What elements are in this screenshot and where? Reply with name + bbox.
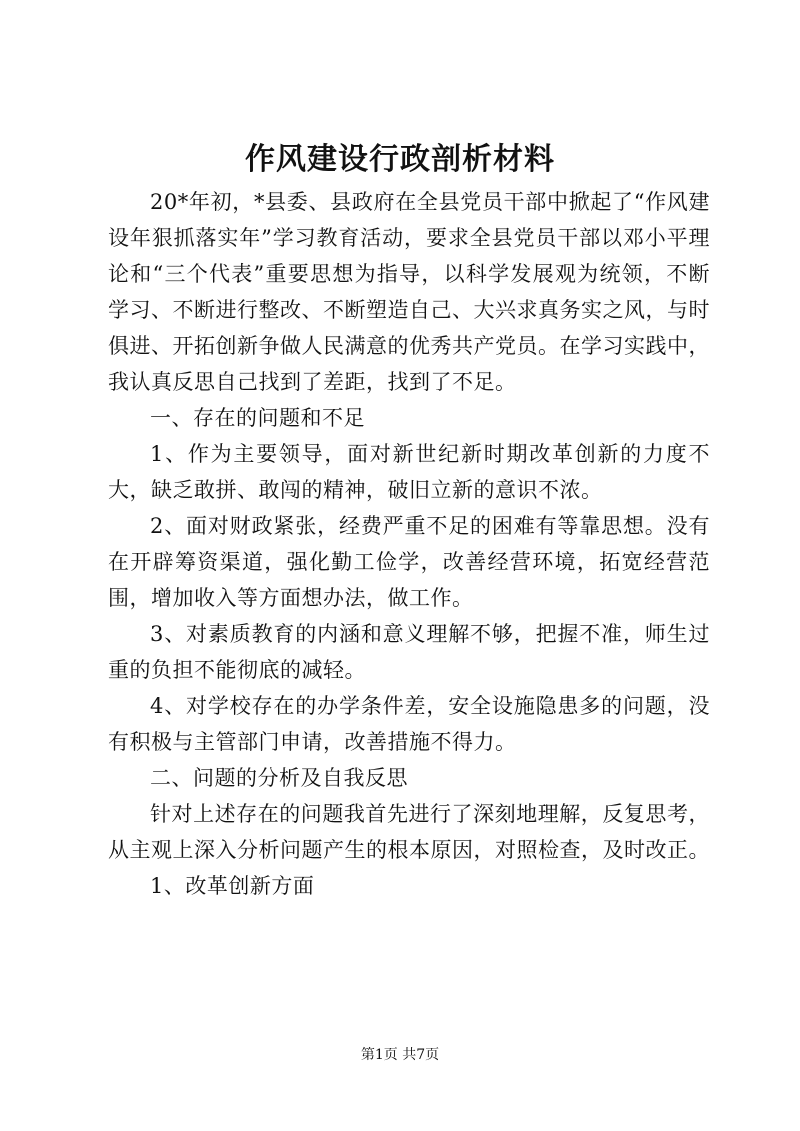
paragraph-problem-1: 1、作为主要领导，面对新世纪新时期改革创新的力度不大，缺乏敢拼、敢闯的精神，破旧立新的意识不浓。: [108, 442, 710, 502]
paragraph-problem-3: 3、对素质教育的内涵和意义理解不够，把握不准，师生过重的负担不能彻底的减轻。: [108, 622, 710, 682]
document-body: [108, 184, 710, 904]
page-footer: 第1页 共7页: [360, 1047, 440, 1063]
subheading-reform: 1、改革创新方面: [150, 874, 315, 898]
section-heading-problems: 一、存在的问题和不足: [150, 406, 365, 430]
paragraph-problem-2: 2、面对财政紧张，经费严重不足的困难有等靠思想。没有在开辟筹资渠道，强化勤工俭学，改善经营环境，拓宽经营范围，增加收入等方面想办法，做工作。: [108, 514, 710, 610]
paragraph-analysis: 针对上述存在的问题我首先进行了深刻地理解，反复思考，从主观上深入分析问题产生的根本原因，对照检查，及时改正。: [108, 802, 710, 862]
paragraph-intro: 20*年初，*县委、县政府在全县党员干部中掀起了“作风建设年狠抓落实年”学习教育活动，要求全县党员干部以邓小平理论和“三个代表”重要思想为指导，以科学发展观为统领，不断学习、不断进行整改、不断塑造自己、大兴求真务实之风，与时俱进、开拓创新争做人民满意的优秀共产党员。在学习实践中，我认真反思自己找到了差距，找到了不足。: [108, 190, 710, 394]
document-title: 作风建设行政剖析材料: [245, 142, 555, 177]
section-heading-analysis: 二、问题的分析及自我反思: [150, 766, 408, 790]
paragraph-problem-4: 4、对学校存在的办学条件差，安全设施隐患多的问题，没有积极与主管部门申请，改善措施不得力。: [108, 694, 710, 754]
